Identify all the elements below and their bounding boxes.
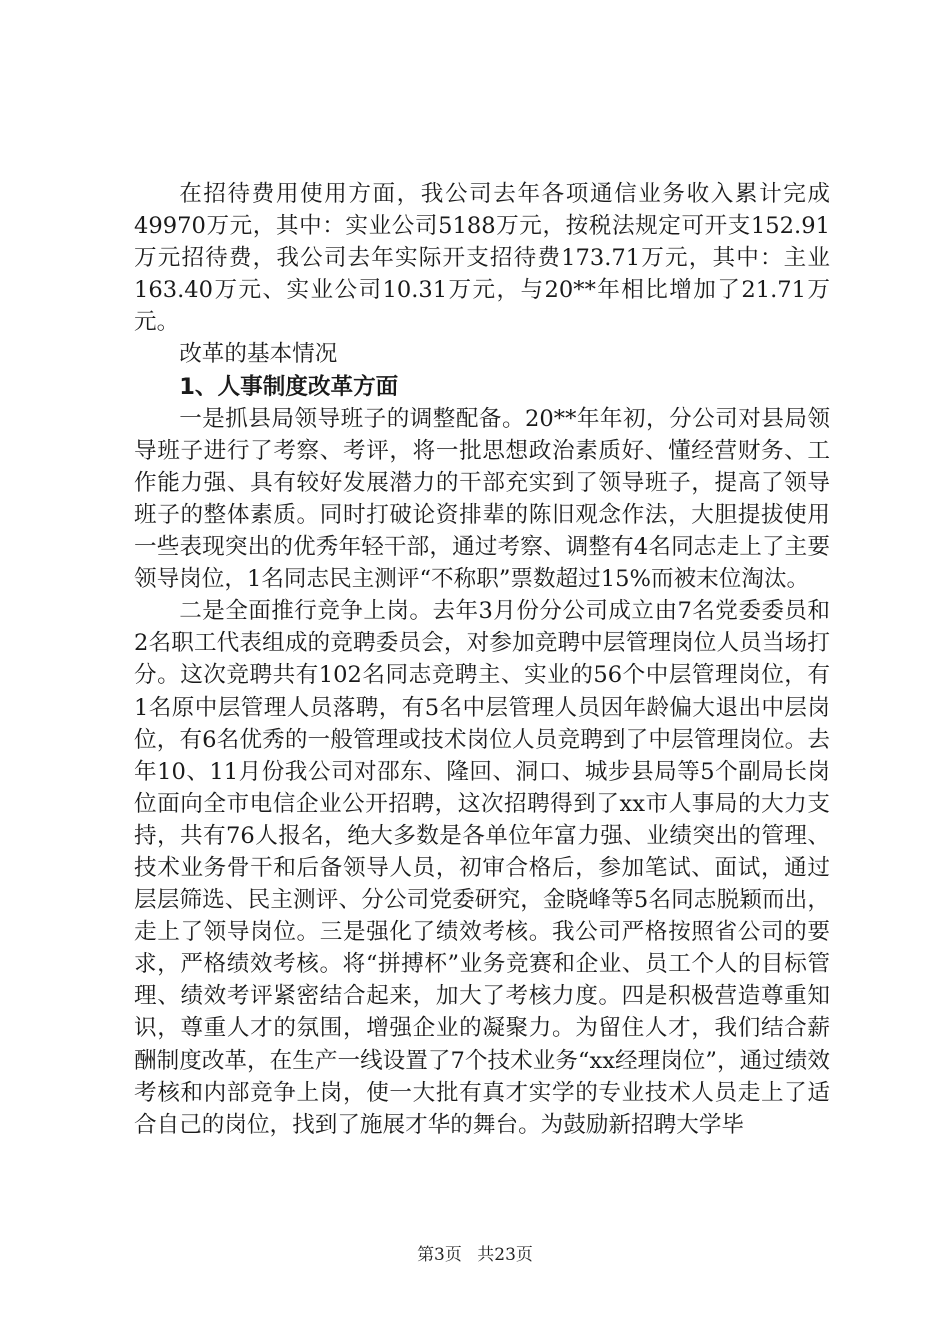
document-body	[134, 178, 830, 1141]
paragraph-competitive-posts: 二是全面推行竞争上岗。去年3月份分公司成立由7名党委委员和2名职工代表组成的竞聘委员会，对参加竞聘中层管理岗位人员当场打分。这次竞聘共有102名同志竞聘主、实业的56个中层管理岗位，有1名原中层管理人员落聘，有5名中层管理人员因年龄偏大退出中层岗位，有6名优秀的一般管理或技术岗位人员竞聘到了中层管理岗位。去年10、11月份我公司对邵东、隆回、洞口、城步县局等5个副局长岗位面向全市电信企业公开招聘，这次招聘得到了xx市人事局的大力支持，共有76人报名，绝大多数是各单位年富力强、业绩突出的管理、技术业务骨干和后备领导人员，初审合格后，参加笔试、面试，通过层层筛选、民主测评、分公司党委研究，金晓峰等5名同志脱颖而出，走上了领导岗位。三是强化了绩效考核。我公司严格按照省公司的要求，严格绩效考核。将“拼搏杯”业务竞赛和企业、员工个人的目标管理、绩效考评紧密结合起来，加大了考核力度。四是积极营造尊重知识，尊重人才的氛围，增强企业的凝聚力。为留住人才，我们结合薪酬制度改革，在生产一线设置了7个技术业务“xx经理岗位”，通过绩效考核和内部竞争上岗，使一大批有真才实学的专业技术人员走上了适合自己的岗位，找到了施展才华的舞台。为鼓励新招聘大学毕	[134, 598, 830, 1138]
section-heading: 1、人事制度改革方面	[179, 373, 399, 400]
paragraph-entertainment-expenses: 在招待费用使用方面，我公司去年各项通信业务收入累计完成49970万元，其中：实业公司5188万元，按税法规定可开支152.91万元招待费，我公司去年实际开支招待费173.71万元，其中：主业163.40万元、实业公司10.31万元，与20**年相比增加了21.71万元。	[134, 181, 830, 336]
paragraph-leadership-adjustment: 一是抓县局领导班子的调整配备。20**年年初，分公司对县局领导班子进行了考察、考评，将一批思想政治素质好、懂经营财务、工作能力强、具有较好发展潜力的干部充实到了领导班子，提高了领导班子的整体素质。同时打破论资排辈的陈旧观念作法，大胆提拔使用一些表现突出的优秀年轻干部，通过考察、调整有4名同志走上了主要领导岗位，1名同志民主测评“不称职”票数超过15%而被末位淘汰。	[134, 405, 830, 593]
paragraph-reform-overview: 改革的基本情况	[179, 341, 338, 368]
page-total: 共23页	[477, 1245, 533, 1265]
page-number: 第3页	[417, 1245, 462, 1265]
page-footer	[0, 1240, 950, 1265]
